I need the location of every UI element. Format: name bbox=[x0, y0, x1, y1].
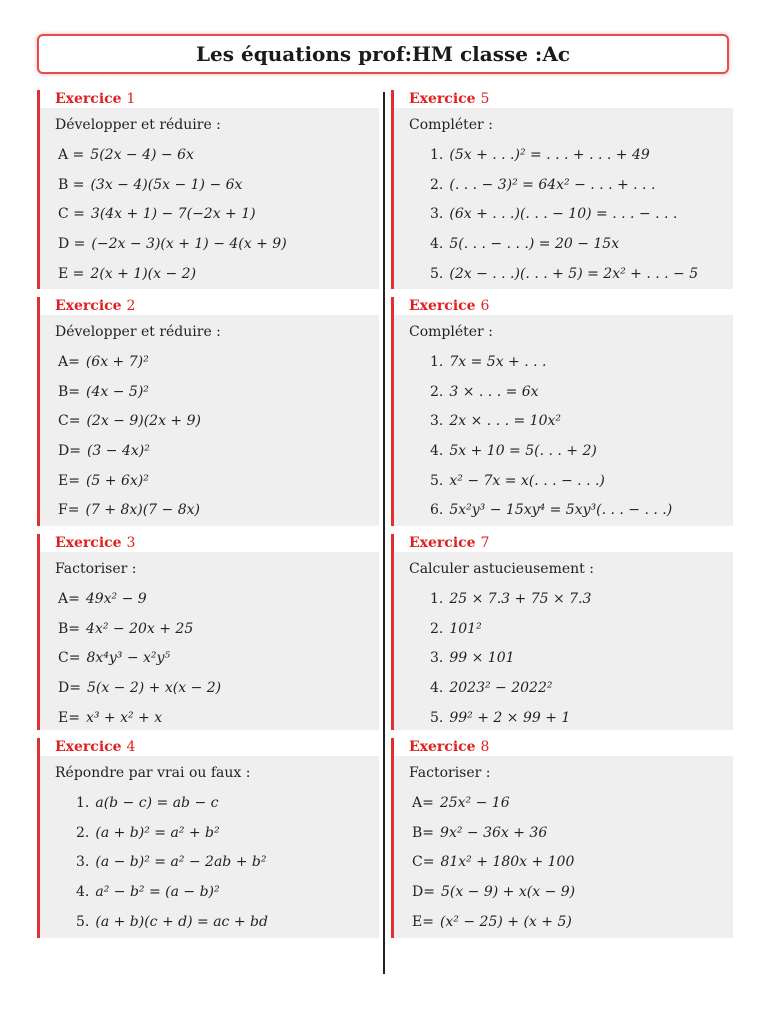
exercise-heading-label: Exercice bbox=[409, 298, 476, 314]
item-label: 5. bbox=[430, 709, 444, 726]
exercise-heading bbox=[40, 738, 379, 757]
expression-row bbox=[58, 141, 379, 171]
expression-row bbox=[58, 496, 379, 526]
exercise-heading-label: Exercice bbox=[55, 535, 122, 551]
item-label: 3. bbox=[430, 413, 444, 430]
item-label: D= bbox=[412, 884, 435, 901]
expression-row bbox=[412, 467, 733, 497]
item-expression: 5x²y³ − 15xy⁴ = 5xy³(. . . − . . .) bbox=[449, 502, 673, 519]
exercise-heading bbox=[40, 534, 379, 553]
item-label: A= bbox=[412, 795, 434, 811]
exercise-instruction: Factoriser : bbox=[409, 765, 491, 781]
item-label: D= bbox=[58, 680, 81, 697]
expression-row bbox=[58, 585, 379, 615]
item-label: 4. bbox=[430, 236, 444, 253]
exercise-heading-label: Exercice bbox=[409, 91, 476, 107]
item-expression: 49x² − 9 bbox=[85, 591, 147, 607]
expression-row bbox=[58, 819, 379, 849]
item-expression: 5(x − 9) + x(x − 9) bbox=[440, 884, 576, 901]
column-divider bbox=[383, 92, 385, 974]
item-label: E= bbox=[58, 472, 80, 489]
item-expression: 5(2x − 4) − 6x bbox=[90, 147, 194, 163]
item-expression: (6x + . . .)(. . . − 10) = . . . − . . . bbox=[449, 206, 678, 223]
expression-row bbox=[412, 585, 733, 615]
item-expression: (4x − 5)² bbox=[86, 383, 149, 400]
item-expression: (a − b)² = a² − 2ab + b² bbox=[95, 854, 267, 871]
item-expression: 2x × . . . = 10x² bbox=[449, 413, 561, 430]
item-label: 3. bbox=[76, 854, 90, 871]
item-expression: (x² − 25) + (x + 5) bbox=[439, 913, 572, 930]
item-label: 2. bbox=[430, 620, 444, 637]
item-expression: 5(x − 2) + x(x − 2) bbox=[86, 680, 222, 697]
exercise-heading bbox=[40, 90, 379, 109]
expression-row bbox=[58, 437, 379, 467]
item-label: 2. bbox=[430, 383, 444, 400]
exercise-number: 4 bbox=[126, 739, 136, 755]
item-expression: 4x² − 20x + 25 bbox=[86, 620, 194, 637]
exercise-heading bbox=[394, 297, 733, 316]
exercise-heading bbox=[394, 738, 733, 757]
item-expression: (a + b)² = a² + b² bbox=[95, 824, 220, 841]
exercise-instruction: Répondre par vrai ou faux : bbox=[55, 765, 251, 781]
item-expression: (3 − 4x)² bbox=[86, 443, 150, 460]
expression-row bbox=[412, 615, 733, 645]
item-expression: 25 × 7.3 + 75 × 7.3 bbox=[449, 591, 592, 607]
item-label: C= bbox=[412, 854, 435, 871]
item-expression: x² − 7x = x(. . . − . . .) bbox=[449, 472, 605, 489]
exercise-6 bbox=[391, 297, 733, 526]
item-expression: 7x = 5x + . . . bbox=[449, 354, 547, 370]
exercise-1 bbox=[37, 90, 379, 289]
expression-row bbox=[412, 141, 733, 171]
expression-row bbox=[412, 260, 733, 290]
item-label: 1. bbox=[430, 147, 444, 163]
item-expression: 9x² − 36x + 36 bbox=[440, 824, 548, 841]
item-expression: 5x + 10 = 5(. . . + 2) bbox=[449, 443, 597, 460]
exercise-3 bbox=[37, 534, 379, 730]
item-expression: 99 × 101 bbox=[449, 650, 515, 667]
item-label: E= bbox=[58, 709, 80, 726]
item-label: A= bbox=[58, 354, 80, 370]
item-expression: 2(x + 1)(x − 2) bbox=[90, 265, 197, 282]
expression-row bbox=[412, 674, 733, 704]
expression-row bbox=[412, 200, 733, 230]
item-expression: 101² bbox=[449, 620, 482, 637]
exercise-heading-label: Exercice bbox=[409, 739, 476, 755]
item-expression: (5x + . . .)² = . . . + . . . + 49 bbox=[449, 147, 650, 163]
item-label: B= bbox=[58, 383, 81, 400]
item-expression: (−2x − 3)(x + 1) − 4(x + 9) bbox=[91, 236, 287, 253]
exercise-instruction: Compléter : bbox=[409, 324, 493, 340]
exercise-number: 5 bbox=[480, 91, 490, 107]
item-expression: 3 × . . . = 6x bbox=[449, 383, 539, 400]
item-expression: a² − b² = (a − b)² bbox=[95, 884, 220, 901]
exercise-heading-label: Exercice bbox=[55, 739, 122, 755]
exercise-instruction: Compléter : bbox=[409, 117, 493, 133]
item-label: E= bbox=[412, 913, 434, 930]
item-label: B= bbox=[412, 824, 435, 841]
expression-row bbox=[58, 378, 379, 408]
exercise-heading bbox=[394, 534, 733, 553]
expression-row bbox=[58, 230, 379, 260]
exercise-8 bbox=[391, 738, 733, 938]
item-label: B= bbox=[58, 620, 81, 637]
item-expression: a(b − c) = ab − c bbox=[95, 795, 219, 811]
item-expression: 5(. . . − . . .) = 20 − 15x bbox=[449, 236, 620, 253]
item-label: 1. bbox=[430, 354, 444, 370]
expression-row bbox=[412, 908, 733, 938]
item-expression: x³ + x² + x bbox=[85, 709, 163, 726]
expression-row bbox=[412, 704, 733, 734]
expression-row bbox=[58, 704, 379, 734]
item-label: 5. bbox=[76, 913, 90, 930]
item-label: C = bbox=[58, 206, 85, 223]
expression-row bbox=[58, 644, 379, 674]
exercise-heading-label: Exercice bbox=[409, 535, 476, 551]
item-expression: 8x⁴y³ − x²y⁵ bbox=[86, 650, 171, 667]
item-label: 1. bbox=[76, 795, 90, 811]
item-label: D= bbox=[58, 443, 81, 460]
exercise-number: 6 bbox=[480, 298, 490, 314]
exercise-number: 7 bbox=[480, 535, 490, 551]
expression-row bbox=[412, 819, 733, 849]
item-expression: (a + b)(c + d) = ac + bd bbox=[95, 913, 268, 930]
expression-row bbox=[412, 789, 733, 819]
item-expression: 3(4x + 1) − 7(−2x + 1) bbox=[90, 206, 256, 223]
item-label: A = bbox=[58, 147, 85, 163]
expression-row bbox=[412, 848, 733, 878]
expression-row bbox=[412, 171, 733, 201]
item-label: 4. bbox=[430, 680, 444, 697]
item-label: 6. bbox=[430, 502, 444, 519]
expression-row bbox=[412, 644, 733, 674]
item-label: C= bbox=[58, 650, 81, 667]
expression-row bbox=[412, 437, 733, 467]
exercise-number: 3 bbox=[126, 535, 136, 551]
item-expression: (7 + 8x)(7 − 8x) bbox=[85, 502, 200, 519]
item-label: 2. bbox=[430, 176, 444, 193]
expression-row bbox=[412, 407, 733, 437]
exercise-number: 1 bbox=[126, 91, 136, 107]
item-label: 4. bbox=[430, 443, 444, 460]
expression-row bbox=[58, 878, 379, 908]
exercise-heading bbox=[394, 90, 733, 109]
item-label: C= bbox=[58, 413, 81, 430]
exercise-2 bbox=[37, 297, 379, 526]
exercise-heading-label: Exercice bbox=[55, 91, 122, 107]
expression-row bbox=[58, 467, 379, 497]
item-label: B = bbox=[58, 176, 85, 193]
expression-row bbox=[58, 908, 379, 938]
expression-row bbox=[412, 378, 733, 408]
expression-row bbox=[412, 878, 733, 908]
exercise-heading bbox=[40, 297, 379, 316]
item-expression: 2023² − 2022² bbox=[449, 680, 553, 697]
expression-row bbox=[58, 407, 379, 437]
exercise-instruction: Factoriser : bbox=[55, 561, 137, 577]
expression-row bbox=[58, 789, 379, 819]
expression-row bbox=[412, 496, 733, 526]
expression-row bbox=[58, 615, 379, 645]
item-label: 3. bbox=[430, 650, 444, 667]
exercise-instruction: Développer et réduire : bbox=[55, 324, 221, 340]
item-label: 1. bbox=[430, 591, 444, 607]
exercise-4 bbox=[37, 738, 379, 938]
item-label: D = bbox=[58, 236, 86, 253]
exercise-5 bbox=[391, 90, 733, 289]
expression-row bbox=[58, 171, 379, 201]
item-expression: (3x − 4)(5x − 1) − 6x bbox=[90, 176, 243, 193]
item-expression: 99² + 2 × 99 + 1 bbox=[449, 709, 571, 726]
item-expression: 81x² + 180x + 100 bbox=[440, 854, 575, 871]
expression-row bbox=[58, 200, 379, 230]
item-label: 5. bbox=[430, 472, 444, 489]
item-label: 4. bbox=[76, 884, 90, 901]
item-expression: (6x + 7)² bbox=[85, 354, 149, 370]
exercise-heading-label: Exercice bbox=[55, 298, 122, 314]
expression-row bbox=[58, 674, 379, 704]
expression-row bbox=[58, 348, 379, 378]
exercise-number: 8 bbox=[480, 739, 490, 755]
expression-row bbox=[412, 230, 733, 260]
item-expression: 25x² − 16 bbox=[439, 795, 510, 811]
item-label: A= bbox=[58, 591, 80, 607]
expression-row bbox=[58, 260, 379, 290]
item-expression: (. . . − 3)² = 64x² − . . . + . . . bbox=[449, 176, 656, 193]
item-expression: (5 + 6x)² bbox=[85, 472, 149, 489]
exercise-number: 2 bbox=[126, 298, 136, 314]
item-label: F= bbox=[58, 502, 80, 519]
item-expression: (2x − 9)(2x + 9) bbox=[86, 413, 201, 430]
item-expression: (2x − . . .)(. . . + 5) = 2x² + . . . − 5 bbox=[449, 265, 699, 282]
expression-row bbox=[58, 848, 379, 878]
item-label: 2. bbox=[76, 824, 90, 841]
exercise-instruction: Développer et réduire : bbox=[55, 117, 221, 133]
item-label: 3. bbox=[430, 206, 444, 223]
page-title: Les équations prof:HM classe :Ac bbox=[37, 34, 729, 74]
exercise-7 bbox=[391, 534, 733, 730]
expression-row bbox=[412, 348, 733, 378]
item-label: E = bbox=[58, 265, 85, 282]
exercise-instruction: Calculer astucieusement : bbox=[409, 561, 594, 577]
item-label: 5. bbox=[430, 265, 444, 282]
